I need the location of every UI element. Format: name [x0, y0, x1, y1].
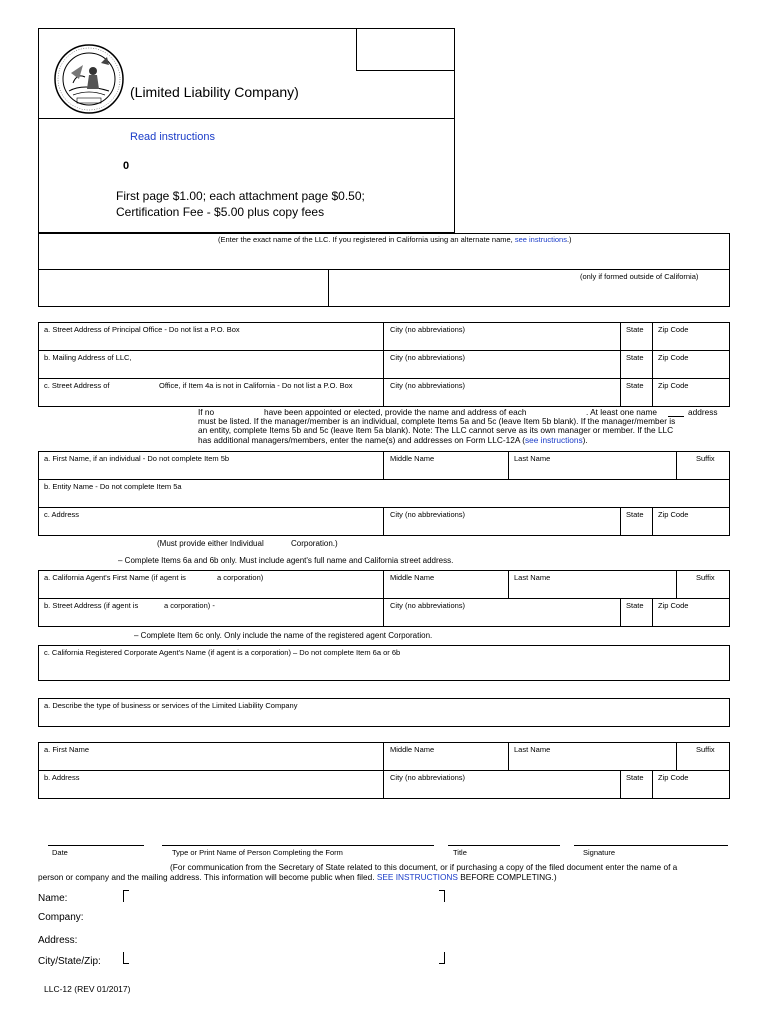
- llc-name-text: (Enter the exact name of the LLC. If you registered in California using an alternate name,: [218, 235, 515, 244]
- ceo-address-label: b. Address: [44, 773, 80, 782]
- business-type-label: a. Describe the type of business or services of the Limited Liability Company: [44, 701, 298, 710]
- managers-note-4-text: has additional managers/members, enter the name(s) and addresses on Form LLC-12A (: [198, 434, 525, 445]
- agent-first-name-label-1: a. California Agent's First Name (if agent is: [44, 573, 186, 582]
- ceo-state-label: State: [626, 773, 644, 782]
- ceo-col-last: [508, 742, 509, 770]
- address-zip-label: Zip Code: [658, 325, 689, 334]
- managers-col-state: [620, 507, 621, 536]
- return-name-label: Name:: [38, 893, 68, 904]
- ca-office-state-label: State: [626, 381, 644, 390]
- agent-note-1b: Corporation.): [291, 539, 338, 548]
- bracket-bottom-right: [439, 952, 445, 964]
- form-footer: LLC-12 (REV 01/2017): [44, 984, 131, 994]
- ceo-first-name-label: a. First Name: [44, 745, 90, 754]
- llc-name-box: [38, 233, 730, 307]
- return-see-instructions-link[interactable]: SEE INSTRUCTIONS: [376, 872, 458, 882]
- read-instructions-link[interactable]: Read instructions: [130, 131, 215, 143]
- managers-note-1b: have been appointed or elected, provide the name and address of each: [264, 407, 527, 417]
- signature-line[interactable]: [574, 845, 728, 846]
- date-line[interactable]: [48, 845, 144, 846]
- manager-entity-label: b. Entity Name - Do not complete Item 5a: [44, 482, 182, 491]
- return-note-2-text: person or company and the mailing address. This information will become public when filed.: [38, 872, 377, 882]
- fee-line-2: Certification Fee - $5.00 plus copy fees: [116, 205, 325, 219]
- ceo-col-suffix: [676, 742, 677, 770]
- manager-state-label: State: [626, 510, 644, 519]
- date-label: Date: [52, 848, 68, 857]
- llc-name-text-end: .): [566, 235, 572, 244]
- return-company-label: Company:: [38, 912, 84, 923]
- return-address-label: Address:: [38, 935, 78, 946]
- address-row-divider-1: [38, 350, 730, 351]
- agent-state-label: State: [626, 601, 644, 610]
- managers-col-zip: [652, 507, 653, 536]
- agent-col-middle: [383, 570, 384, 627]
- manager-last-name-label: Last Name: [514, 454, 551, 463]
- return-note-1: (For communication from the Secretary of State related to this document, or if purchasing a copy of the filed document enter the name of a: [170, 862, 678, 872]
- bracket-top-right: [439, 890, 445, 902]
- signature-label: Signature: [583, 848, 616, 857]
- managers-note-2: must be listed. If the manager/member is an individual, complete Items 5a and 5c (leave Item 5b blank). If the manager/member is: [198, 416, 676, 427]
- print-name-label: Type or Print Name of Person Completing the Form: [172, 848, 343, 857]
- agent-city-label: City (no abbreviations): [390, 601, 466, 610]
- agent-street-label-2: a corporation) -: [164, 601, 215, 610]
- california-seal-icon: [53, 43, 125, 115]
- address-state-label: State: [626, 325, 644, 334]
- corp-agent-note: – Complete Item 6c only. Only include the name of the registered agent Corporation.: [134, 631, 433, 640]
- return-note-2-end: BEFORE COMPLETING.): [457, 872, 557, 882]
- ca-office-label-2: Office, if Item 4a is not in California - Do not list a P.O. Box: [159, 381, 353, 390]
- form-subtitle: (Limited Liability Company): [130, 84, 299, 100]
- agent-suffix-label: Suffix: [696, 573, 715, 582]
- principal-office-label: a. Street Address of Principal Office - Do not list a P.O. Box: [44, 325, 240, 334]
- header-divider: [38, 118, 455, 119]
- print-name-line[interactable]: [162, 845, 434, 846]
- agent-middle-name-label: Middle Name: [390, 573, 435, 582]
- managers-col-suffix: [676, 451, 677, 479]
- title-label: Title: [453, 848, 467, 857]
- managers-note: [198, 408, 728, 445]
- ceo-col-middle: [383, 742, 384, 799]
- return-note-2: [38, 873, 557, 882]
- bracket-bottom-left: [123, 952, 129, 964]
- managers-row-divider-1: [38, 479, 730, 480]
- address-col-city: [383, 322, 384, 407]
- corp-agent-label: c. California Registered Corporate Agent's Name (if agent is a corporation) – Do not complete Item 6a or 6b: [44, 648, 401, 657]
- mailing-address-label: b. Mailing Address of LLC,: [44, 353, 132, 362]
- managers-note-1c: . At least one name: [586, 407, 658, 417]
- managers-note-blank: [668, 416, 684, 417]
- file-stamp-box: [356, 28, 455, 71]
- managers-note-3: an entity, complete Items 5b and 5c (leave Item 5a blank). Note: The LLC cannot serve as its own manager or member. If the LLC: [198, 425, 674, 436]
- managers-note-1d: address: [688, 407, 718, 417]
- managers-col-city: [383, 507, 384, 536]
- ceo-middle-name-label: Middle Name: [390, 745, 435, 754]
- llc-name-see-instructions-link[interactable]: see instructions: [514, 235, 567, 244]
- ceo-city-label: City (no abbreviations): [390, 773, 466, 782]
- managers-note-4: [198, 436, 728, 445]
- ca-office-label-1: c. Street Address of: [44, 381, 110, 390]
- managers-note-1a: If no: [198, 407, 215, 417]
- managers-row-divider-2: [38, 507, 730, 508]
- manager-city-label: City (no abbreviations): [390, 510, 466, 519]
- llc-name-vdivider: [328, 269, 329, 307]
- address-col-state: [620, 322, 621, 407]
- agent-row-divider: [38, 598, 730, 599]
- agent-col-zip: [652, 598, 653, 627]
- ca-office-city-label: City (no abbreviations): [390, 381, 466, 390]
- agent-zip-label: Zip Code: [658, 601, 689, 610]
- ceo-zip-label: Zip Code: [658, 773, 689, 782]
- mailing-city-label: City (no abbreviations): [390, 353, 466, 362]
- managers-box: [38, 451, 730, 536]
- agent-last-name-label: Last Name: [514, 573, 551, 582]
- managers-col-middle: [383, 451, 384, 479]
- llc-name-divider: [38, 269, 730, 270]
- fee-amount: 0: [123, 160, 130, 172]
- llc-name-instruction: [218, 235, 572, 244]
- ceo-col-zip: [652, 770, 653, 799]
- return-city-state-zip-label: City/State/Zip:: [38, 956, 101, 967]
- agent-col-last: [508, 570, 509, 598]
- address-city-label: City (no abbreviations): [390, 325, 466, 334]
- agent-col-suffix: [676, 570, 677, 598]
- address-col-zip: [652, 322, 653, 407]
- managers-note-4-end: ).: [582, 434, 588, 445]
- agent-note-2: – Complete Items 6a and 6b only. Must include agent's full name and California street address.: [118, 556, 454, 565]
- agent-street-label-1: b. Street Address (if agent is: [44, 601, 139, 610]
- managers-col-last: [508, 451, 509, 479]
- ceo-col-state: [620, 770, 621, 799]
- agent-col-state: [620, 598, 621, 627]
- manager-zip-label: Zip Code: [658, 510, 689, 519]
- ceo-suffix-label: Suffix: [696, 745, 715, 754]
- manager-middle-name-label: Middle Name: [390, 454, 435, 463]
- mailing-zip-label: Zip Code: [658, 353, 689, 362]
- jurisdiction-note: (only if formed outside of California): [580, 272, 699, 281]
- managers-see-instructions-link[interactable]: see instructions: [524, 434, 583, 445]
- ceo-last-name-label: Last Name: [514, 745, 551, 754]
- return-address-area[interactable]: [120, 888, 450, 970]
- bracket-top-left: [123, 890, 129, 902]
- ceo-row-divider: [38, 770, 730, 771]
- agent-note-1a: (Must provide either Individual: [157, 539, 264, 548]
- address-row-divider-2: [38, 378, 730, 379]
- mailing-state-label: State: [626, 353, 644, 362]
- manager-address-label: c. Address: [44, 510, 80, 519]
- manager-first-name-label: a. First Name, if an individual - Do not complete Item 5b: [44, 454, 230, 463]
- title-line[interactable]: [448, 845, 560, 846]
- manager-suffix-label: Suffix: [696, 454, 715, 463]
- agent-first-name-label-2: a corporation): [217, 573, 264, 582]
- ca-office-zip-label: Zip Code: [658, 381, 689, 390]
- address-box: [38, 322, 730, 407]
- fee-line-1: First page $1.00; each attachment page $0.50;: [116, 189, 365, 203]
